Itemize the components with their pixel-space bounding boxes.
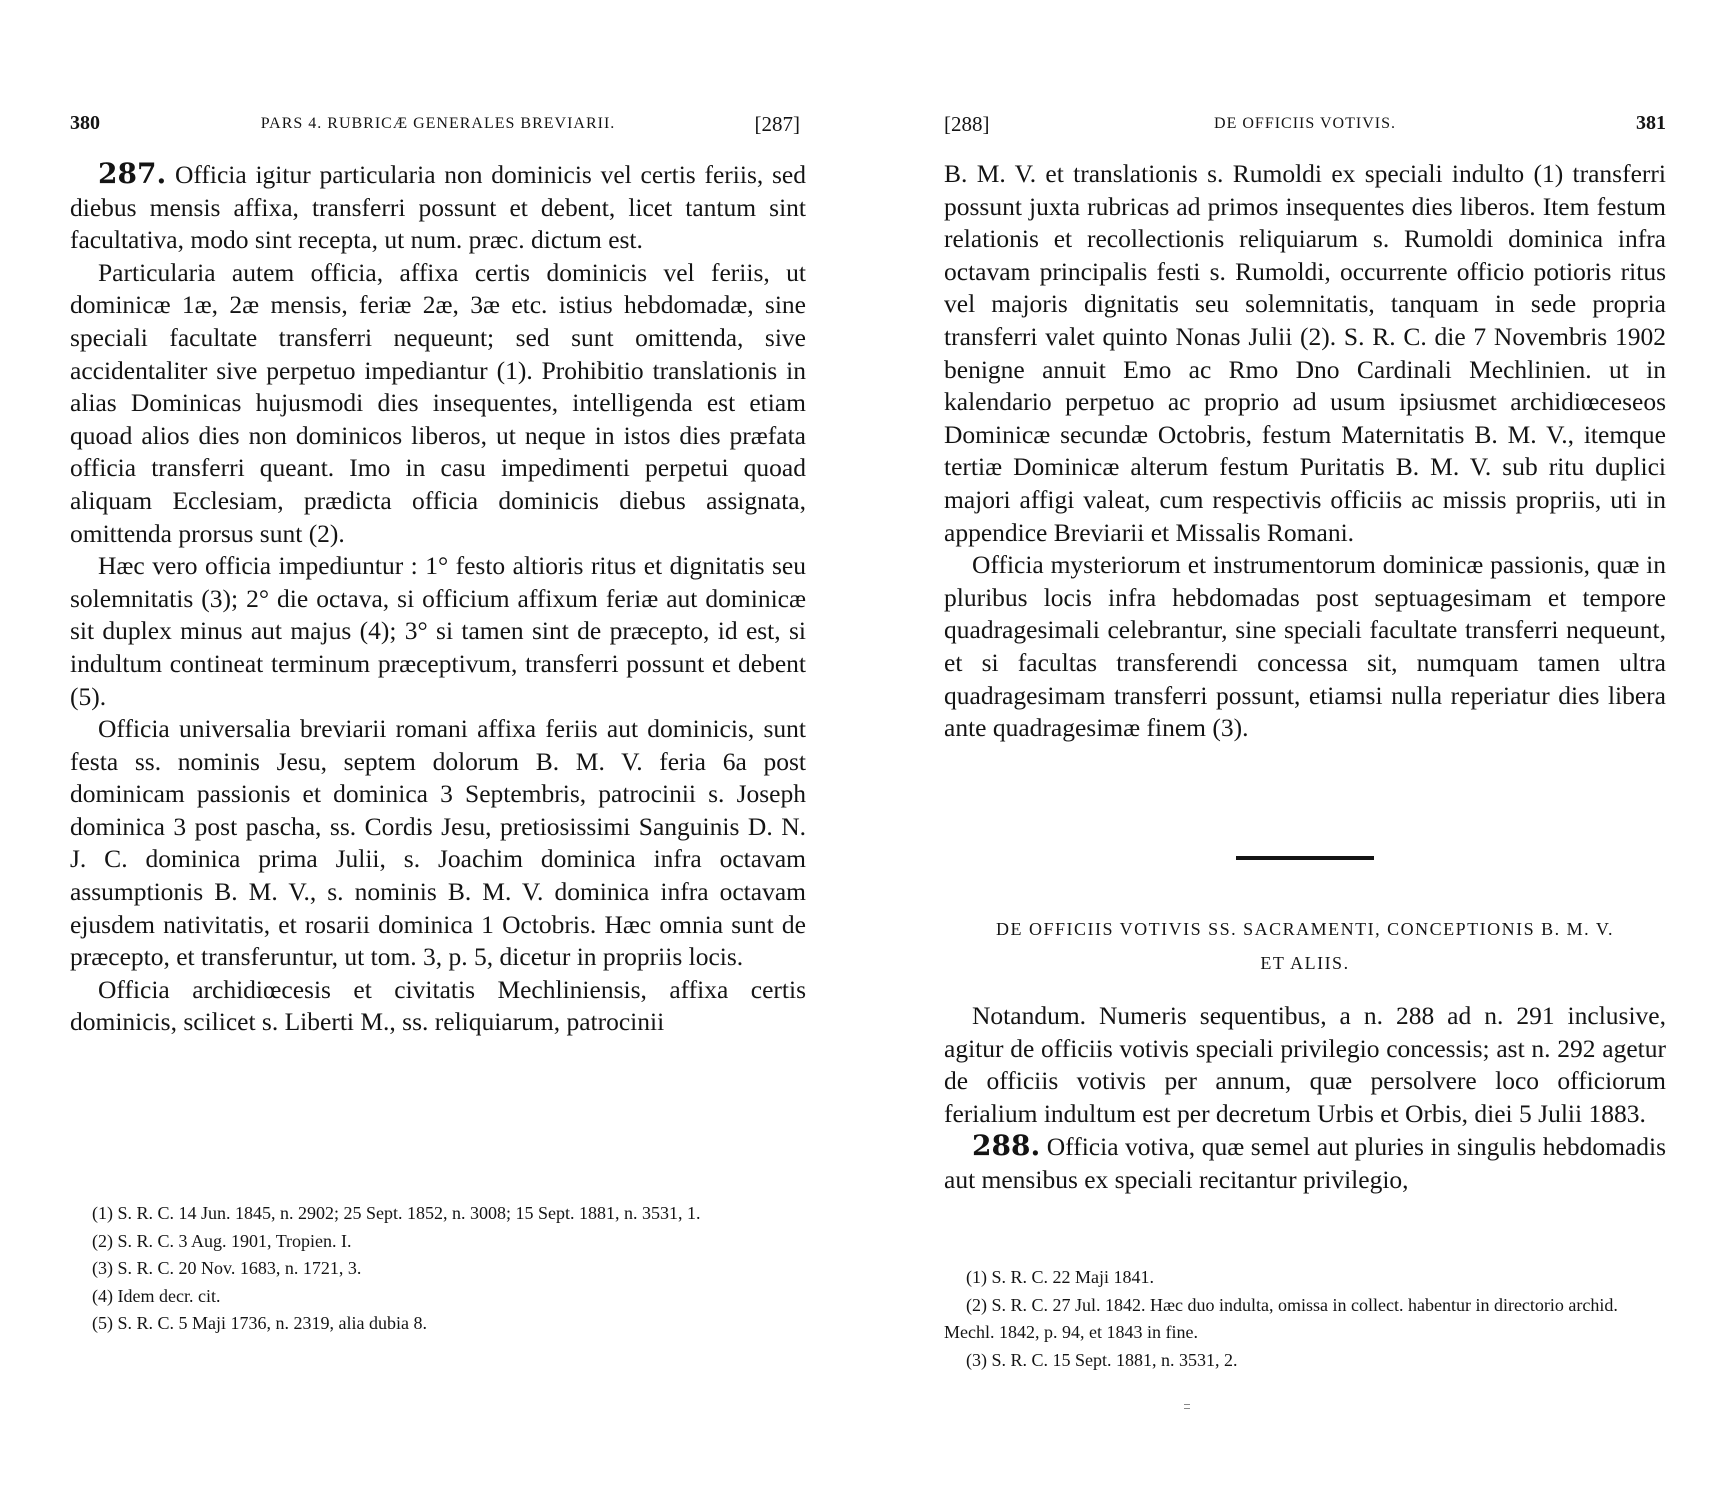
page-number: 380 <box>70 112 100 134</box>
footnote: (2) S. R. C. 3 Aug. 1901, Tropien. I. <box>92 1230 352 1251</box>
paragraph-notandum <box>944 1000 1666 1130</box>
ink-speck <box>1184 1404 1190 1409</box>
footnote: (2) S. R. C. 27 Jul. 1842. Hæc duo indulta, omissa in collect. habentur in directorio archid. Mechl. 1842, p. 94, et 1843 in fine. <box>944 1294 1618 1342</box>
right-running-head <box>944 112 1666 142</box>
left-running-head <box>70 112 806 142</box>
footnote: (3) S. R. C. 15 Sept. 1881, n. 3531, 2. <box>966 1349 1238 1370</box>
left-body-text <box>70 158 806 1039</box>
right-body-text-top <box>944 158 1666 745</box>
running-title: PARS 4. RUBRICÆ GENERALES BREVIARII. <box>260 115 616 132</box>
right-footnotes <box>944 1264 1666 1374</box>
paragraph-number: 288. <box>972 1129 1041 1163</box>
footnote: (5) S. R. C. 5 Maji 1736, n. 2319, alia dubia 8. <box>92 1313 427 1333</box>
paragraph <box>944 549 1666 745</box>
page-number: 381 <box>1636 112 1666 134</box>
paragraph-text: Notandum. Numeris sequentibus, a n. 288 ad n. 291 inclusive, agitur de officiis votivis speciali privilegio concessis; ast n. 292 agetur de officiis votivis per annum, quæ persolvere loco officiorum ferialium indultum est per decretum Urbis et Orbis, diei 5 Julii 1883. <box>944 1001 1666 1128</box>
paragraph-288 <box>944 1130 1666 1196</box>
section-heading-line-2: ET ALIIS. <box>1260 953 1350 973</box>
paragraph-text: Officia archidiœcesis et civitatis Mechliniensis, affixa certis dominicis, scilicet s. Liberti M., ss. reliquiarum, patrocinii <box>70 974 806 1037</box>
footnote: (3) S. R. C. 20 Nov. 1683, n. 1721, 3. <box>92 1258 362 1278</box>
paragraph-text: Officia mysteriorum et instrumentorum dominicæ passionis, quæ in pluribus locis infra hebdomadas post septuagesimam et tempore quadragesimali celebrantur, sine speciali facultate transferri nequeunt, et si facultas transferendi concessa sit, numquam tamen ultra quadragesimam transferri possunt, etiamsi nulla reperiatur dies libera ante quadragesimæ finem (3). <box>944 550 1666 743</box>
paragraph-text: Hæc vero officia impediuntur : 1° festo altioris ritus et dignitatis seu solemnitatis (3); 2° die octava, si officium affixum feriæ aut dominicæ sit duplex minus aut majus (4); 3° si tamen sint de præcepto, id est, si indultum contineat terminum præceptivum, transferri possunt et debent (5). <box>70 551 806 711</box>
section-heading <box>944 912 1666 980</box>
bracket-number: [288] <box>944 112 990 136</box>
left-footnotes <box>70 1200 806 1338</box>
paragraph <box>70 550 806 713</box>
footnote: (1) S. R. C. 14 Jun. 1845, n. 2902; 25 Sept. 1852, n. 3008; 15 Sept. 1881, n. 3531, 1. <box>92 1203 701 1223</box>
paragraph <box>944 158 1666 549</box>
paragraph <box>70 974 806 1039</box>
footnote: (1) S. R. C. 22 Maji 1841. <box>966 1267 1155 1287</box>
paragraph-text: Officia votiva, quæ semel aut pluries in singulis hebdomadis aut mensibus ex speciali recitantur privilegio, <box>944 1132 1666 1194</box>
paragraph-287 <box>70 158 806 257</box>
paragraph <box>70 257 806 550</box>
paragraph-text: B. M. V. et translationis s. Rumoldi ex speciali indulto (1) transferri possunt juxta rubricas ad primos insequentes dies liberos. Item festum relationis et recollectionis reliquiarum s. Rumoldi dominica infra octavam principalis festi s. Rumoldi, occurrente officio potioris ritus vel majoris dignitatis seu solemnitatis, tanquam in sede propria transferri valet quinto Nonas Julii (2). S. R. C. die 7 Novembris 1902 benigne annuit Emo ac Rmo Dno Cardinali Mechlinien. ut in kalendario perpetuo ac proprio ad usum ipsiusmet archidiœceseos Dominicæ secundæ Octobris, festum Maternitatis B. M. V., itemque tertiæ Dominicæ alterum festum Puritatis B. M. V. sub ritu duplici majori affigi valeat, cum respectivis officiis ac missis propriis, uti in appendice Breviarii et Missalis Romani. <box>944 159 1666 547</box>
right-body-text-bottom <box>944 1000 1666 1197</box>
running-title: DE OFFICIIS VOTIVIS. <box>1214 115 1396 132</box>
footnote: (4) Idem decr. cit. <box>92 1285 221 1306</box>
bracket-number: [287] <box>754 112 800 136</box>
section-heading-line-1: DE OFFICIIS VOTIVIS SS. SACRAMENTI, CONCEPTIONIS B. M. V. <box>995 919 1615 939</box>
paragraph <box>70 713 806 974</box>
paragraph-text: Officia universalia breviarii romani affixa feriis aut dominicis, sunt festa ss. nominis Jesu, septem dolorum B. M. V. feria 6a post dominicam passionis et dominica 3 Septembris, patrocinii s. Joseph dominica 3 post pascha, ss. Cordis Jesu, pretiosissimi Sanguinis D. N. J. C. dominica prima Julii, s. Joachim dominica infra octavam assumptionis B. M. V., s. nominis B. M. V. dominica infra octavam ejusdem nativitatis, et rosarii dominica 1 Octobris. Hæc omnia sunt de præcepto, et transferuntur, ut tom. 3, p. 5, dicetur in propriis locis. <box>70 714 806 972</box>
paragraph-number: 287. <box>98 157 167 190</box>
section-divider-rule <box>1236 856 1374 860</box>
paragraph-text: Officia igitur particularia non dominicis vel certis feriis, sed diebus mensis affixa, transferri possunt et debent, licet tantum sint facultativa, modo sint recepta, ut num. præc. dictum est. <box>70 160 806 255</box>
paragraph-text: Particularia autem officia, affixa certis dominicis vel feriis, ut dominicæ 1æ, 2æ mensis, feriæ 2æ, 3æ etc. istius hebdomadæ, sine speciali facultate transferri nequeunt; sed sunt omittenda, sive accidentaliter sive perpetuo impediantur (1). Prohibitio translationis in alias Dominicas hujusmodi dies insequentes, intelligenda est etiam quoad alios dies non dominicos liberos, ut neque in istos dies præfata officia transferri queant. Imo in casu impedimenti perpetui quoad aliquam Ecclesiam, prædicta officia dominicis diebus assignata, omittenda prorsus sunt (2). <box>70 257 806 548</box>
